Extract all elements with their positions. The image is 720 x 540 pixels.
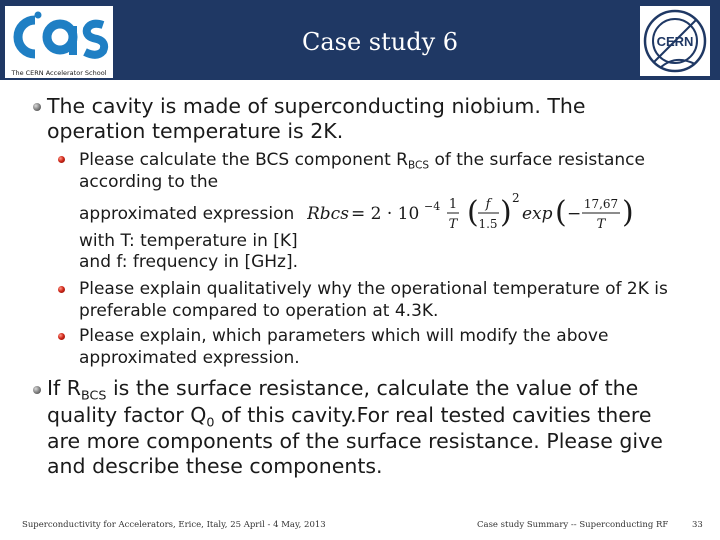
paren-open: (: [467, 195, 479, 230]
frac3-numerator: 17,67: [583, 197, 619, 211]
sub-bullet-icon: [58, 333, 65, 340]
formula-exponent: −4: [424, 200, 441, 213]
cern-logo-text: CERN: [656, 34, 694, 49]
bcs-formula: [307, 188, 637, 238]
text-run: If R: [47, 376, 82, 400]
sub-bullet-icon: [58, 286, 65, 293]
subscript: BCS: [81, 387, 107, 403]
cern-logo: [640, 6, 710, 76]
slide-title: Case study 6: [301, 28, 459, 56]
frac1-numerator: 1: [448, 197, 458, 212]
bullet-2-line-4: and describe these components.: [47, 454, 383, 478]
frac3-denominator: T: [596, 217, 606, 232]
footer-title: Case study Summary -- Superconducting RF: [477, 520, 669, 530]
sub-bullet-2-line-1: Please explain qualitatively why the operational temperature of 2K is: [79, 279, 668, 299]
sub-bullet-3-line-2: approximated expression.: [79, 348, 300, 368]
sub-bullet-2-line-2: preferable compared to operation at 4.3K.: [79, 301, 439, 321]
text-run: of the surface resistance: [429, 150, 645, 170]
bullet-1-line-2: operation temperature is 2K.: [47, 119, 344, 143]
cas-logo: [5, 6, 113, 78]
formula-minus: −: [567, 204, 582, 224]
footer-event: Superconductivity for Accelerators, Erice, Italy, 25 April - 4 May, 2013: [22, 520, 326, 530]
cern-logo-graphic: [640, 6, 710, 76]
formula-exp: exp: [522, 204, 553, 224]
text-run: of this cavity.For real tested cavities there: [214, 403, 652, 427]
sub-bullet-1-line-4: with T: temperature in [K]: [79, 231, 298, 251]
cas-logo-graphic: [5, 6, 113, 68]
bullet-1-line-1: The cavity is made of superconducting niobium. The: [47, 94, 586, 118]
bullet-icon: [33, 386, 41, 394]
subscript: BCS: [407, 159, 430, 172]
sub-bullet-icon: [58, 156, 65, 163]
paren-open-2: (: [555, 195, 567, 230]
cas-logo-caption: The CERN Accelerator School: [11, 69, 107, 77]
sub-bullet-1-line-5: and f: frequency in [GHz].: [79, 252, 299, 272]
text-run: Please calculate the BCS component R: [79, 150, 408, 170]
text-run: quality factor Q: [47, 403, 207, 427]
formula-label: approximated expression: [79, 204, 295, 224]
formula-coefficient: = 2 · 10: [351, 204, 420, 224]
text-run: is the surface resistance, calculate the value of the: [106, 376, 639, 400]
bullet-icon: [33, 103, 41, 111]
frac2-denominator: 1.5: [478, 217, 498, 231]
subscript: 0: [206, 414, 215, 430]
frac1-denominator: T: [448, 217, 458, 232]
page-number: 33: [692, 520, 703, 530]
sub-bullet-1-line-2: according to the: [79, 172, 219, 192]
paren-close: ): [500, 195, 512, 230]
sub-bullet-3-line-1: Please explain, which parameters which will modify the above: [79, 326, 609, 346]
frac2-numerator: f: [485, 197, 491, 212]
formula-lhs: Rbcs: [307, 204, 349, 224]
paren-close-2: ): [622, 195, 634, 230]
bullet-2-line-3: are more components of the surface resistance. Please give: [47, 429, 663, 453]
slide-header: [0, 0, 720, 80]
square-exponent: 2: [512, 191, 520, 205]
